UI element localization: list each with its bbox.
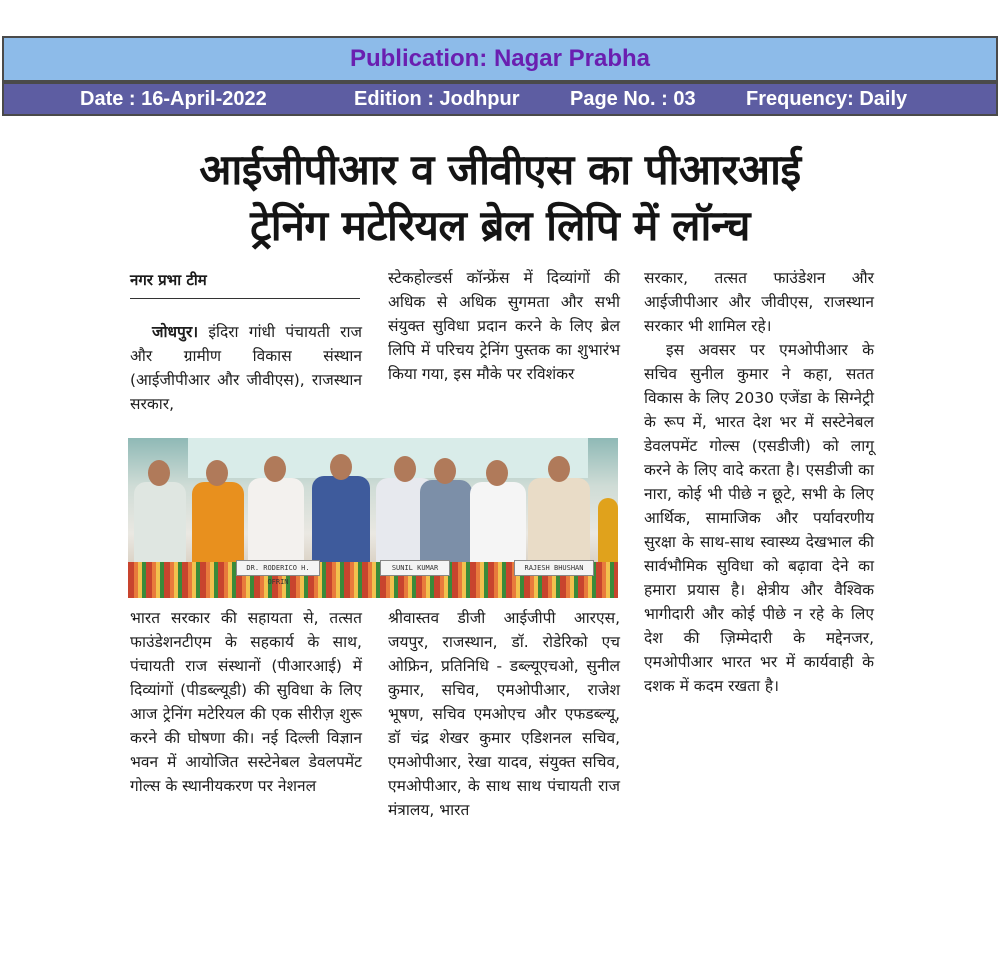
photo-person: [312, 476, 370, 568]
publication-page-number: Page No. : 03: [570, 88, 696, 110]
photo-person-head: [264, 456, 286, 482]
photo-person: [192, 482, 244, 568]
event-photo: [128, 438, 618, 598]
publication-edition: Edition : Jodhpur: [354, 88, 520, 110]
photo-person: [598, 498, 618, 568]
column-2-top: [388, 266, 620, 386]
photo-person-head: [486, 460, 508, 486]
photo-nameplate: RAJESH BHUSHAN: [514, 560, 594, 576]
photo-person-head: [148, 460, 170, 486]
publication-meta-bar: [2, 82, 998, 116]
column-1-top-text: इंदिरा गांधी पंचायती राज और ग्रामीण विकास संस्थान (आईजीपीआर और जीवीएस), राजस्थान सरकार,: [130, 323, 362, 413]
headline-line-2: ट्रेनिंग मटेरियल ब्रेल लिपि में लॉन्च: [250, 201, 750, 250]
photo-person-head: [330, 454, 352, 480]
publication-banner: [2, 36, 998, 116]
column-3-paragraph-1: सरकार, तत्सत फाउंडेशन और आईजीपीआर और जीवीएस, राजस्थान सरकार भी शामिल रहे।: [644, 269, 874, 335]
publication-title: Publication: Nagar Prabha: [2, 36, 998, 82]
dateline: जोधपुर।: [152, 323, 199, 341]
photo-person: [528, 478, 590, 568]
column-1-bottom-text: भारत सरकार की सहायता से, तत्सत फाउंडेशनटीएम के सहकार्य के साथ, पंचायती राज संस्थानों (पीआरआई) में दिव्यांगों (पीडब्ल्यूडी) की सुविधा के लिए आज ट्रेनिंग मटेरियल की एक सीरीज़ शुरू करने की घोषणा की। नई दिल्ली विज्ञान भवन में आयोजित सस्टेनेबल डेवलपमेंट गोल्स के स्थानीयकरण पर नेशनल: [130, 609, 362, 795]
publication-frequency: Frequency: Daily: [746, 88, 908, 110]
column-1-top: [130, 320, 362, 416]
column-2-bottom-text: श्रीवास्तव डीजी आईजीपी आरएस, जयपुर, राजस्थान, डॉ. रोडेरिको एच ओफ्रिन, प्रतिनिधि - डब्ल्यूएचओ, सुनील कुमार, सचिव, एमओपीआर, राजेश भूषण, सचिव एमओएच और एफडब्ल्यू, डॉ चंद्र शेखर कुमार एडिशनल सचिव, एमओपीआर, रेखा यादव, संयुक्त सचिव, एमओपीआर, के साथ साथ पंचायती राज मंत्रालय, भारत: [388, 609, 620, 819]
column-2-top-text: स्टेकहोल्डर्स कॉन्फ्रेंस में दिव्यांगों की अधिक से अधिक सुगमता और सभी संयुक्त सुविधा प्रदान करने के लिए ब्रेल लिपि में परिचय ट्रेनिंग पुस्तक का शुभारंभ किया गया, इस मौके पर रविशंकर: [388, 269, 620, 383]
photo-person-head: [206, 460, 228, 486]
column-3: [644, 266, 874, 698]
photo-person: [248, 478, 304, 568]
photo-nameplate: DR. RODERICO H. OFRIN: [236, 560, 320, 576]
headline-line-1: आईजीपीआर व जीवीएस का पीआरआई: [199, 145, 801, 194]
column-2-bottom: [388, 606, 620, 822]
column-1-bottom: [130, 606, 362, 798]
publication-date: Date : 16-April-2022: [80, 88, 267, 110]
byline: नगर प्रभा टीम: [130, 270, 360, 299]
photo-person-head: [548, 456, 570, 482]
photo-person: [134, 482, 186, 568]
photo-backdrop-screen: [188, 438, 588, 478]
photo-person-head: [434, 458, 456, 484]
photo-person: [470, 482, 526, 568]
column-3-paragraph-2: इस अवसर पर एमओपीआर के सचिव सुनील कुमार ने कहा, सतत विकास के लिए 2030 एजेंडा के सिग्नेट्री के रूप में, भारत देश भर में सस्टेनेबल डेवलपमेंट गोल्स (एसडीजी) को लागू करने के लिए वादे करता है। एसडीजी का नारा, कोई भी पीछे न छूटे, सभी के लिए आर्थिक, सामाजिक और पर्यावरणीय सुरक्षा के साथ-साथ स्वास्थ्य देखभाल की सार्वभौमिक सुविधा को बढ़ावा देने का हमारा प्रयास है। क्षेत्रीय और वैश्विक भागीदारी और कोई पीछे न रहे के लिए देश की ज़िम्मेदारी के मद्देनजर, एमओपीआर भारत भर में कार्यवाही के दशक में कदम रखता है।: [644, 341, 874, 695]
photo-nameplate: SUNIL KUMAR: [380, 560, 450, 576]
photo-person: [420, 480, 472, 568]
photo-person-head: [394, 456, 416, 482]
